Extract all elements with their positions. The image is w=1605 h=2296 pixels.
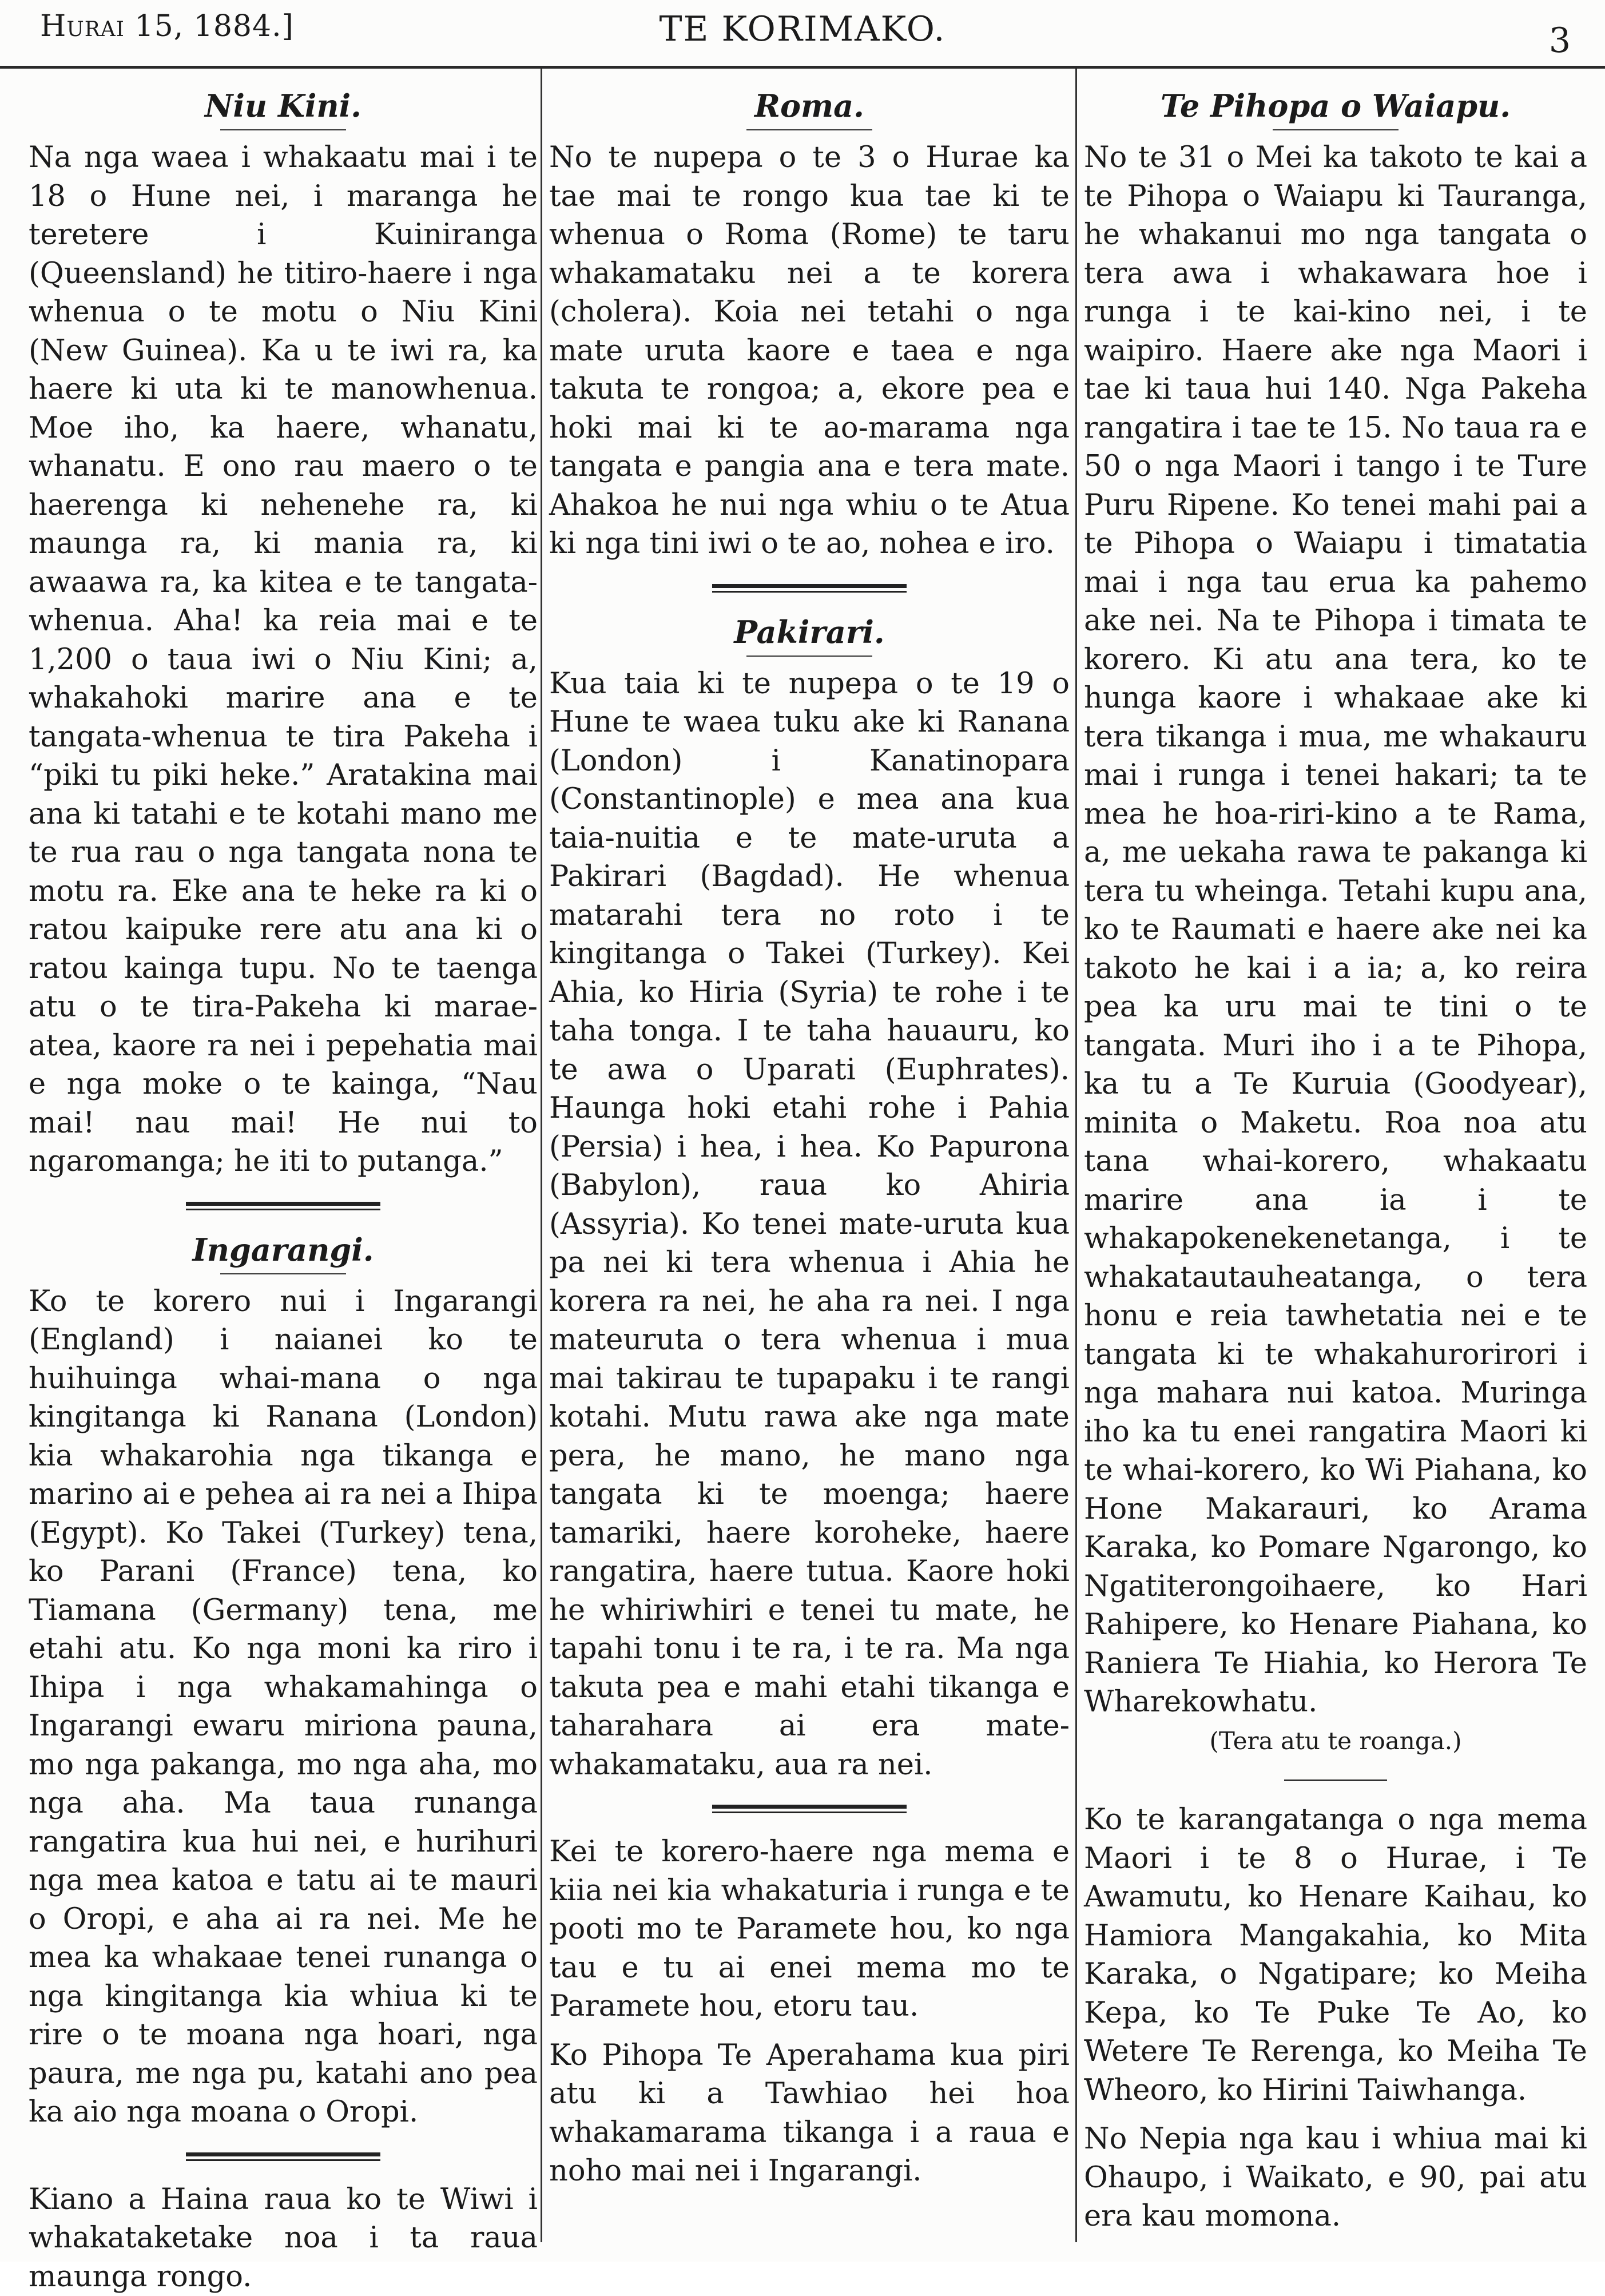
article-body: Ko te karangatanga o nga mema Maori i te 8 o Hurae, i Te Awamutu, ko Henare Kaihau, ko Hamiora Mangakahia, ko Mita Karaka, o Ngatipare; ko Meiha Kepa, ko Te Puke Te Ao, ko Wetere Te Rerenga, ko Meiha Te Wheoro, ko Hirini Taiwhanga.: [1084, 1801, 1587, 2110]
heading-underline: [220, 1273, 346, 1274]
section-separator: [712, 1805, 907, 1813]
article-heading: Ingarangi.: [29, 1230, 538, 1270]
column-3: [1084, 86, 1587, 2248]
column-1: [29, 86, 538, 2248]
article-body: No te nupepa o te 3 o Hurae ka tae mai te rongo kua tae ki te whenua o Roma (Rome) te taru whakamataku nei a te korera (cholera). Koia nei tetahi o nga mate uruta kaore e taea e nga takuta te rongoa; a, ekore pea e hoki mai ki te ao-marama nga tangata e pangia ana e tera mate. Ahakoa he nui nga whiu o te Atua ki nga tini iwi o te ao, nohea e iro.: [549, 138, 1070, 563]
column-2: [549, 86, 1070, 2248]
section-separator: [1284, 1779, 1387, 1781]
article-heading: Pakirari.: [549, 612, 1070, 652]
section-separator: [186, 2152, 380, 2161]
section-separator: [712, 584, 907, 593]
article-body: No te 31 o Mei ka takoto te kai a te Pihopa o Waiapu ki Tauranga, he whakanui mo nga tangata o tera awa i whakawara hoe i runga i te kai-kino nei, i te waipiro. Haere ake nga Maori i tae ki taua hui 140. Nga Pakeha rangatira i tae te 15. No taua ra e 50 o nga Maori i tango i te Ture Puru Ripene. Ko tenei mahi pai a te Pihopa o Waiapu i timatatia mai i nga tau erua ka pahemo ake nei. Na te Pihopa i timata te korero. Ki atu ana tera, ko te hunga kaore i whakaae ake ki tera tikanga i mua, me whakauru mai i runga i tenei hakari; ta te mea he hoa-riri-kino a te Rama, a, me uekaha rawa te pakanga ki tera tu wheinga. Tetahi kupu ana, ko te Raumati e haere ake nei ka takoto he kai i a ia; a, ko reira pea ka uru mai te tini o te tangata. Muri iho i a te Pihopa, ka tu a Te Kuruia (Goodyear), minita o Maketu. Roa noa atu tana whai-korero, whakaatu marire ana ia i te whakapokenekenetanga, i te whakatautauheatanga, o tera honu e reia tawhetatia nei e te tangata ki te whakahurorirori i nga mahara nui katoa. Muringa iho ka tu enei rangatira Maori ki te whai-korero, ko Wi Piahana, ko Hone Makarauri, ko Arama Karaka, ko Pomare Ngarongo, ko Ngatiterongoihaere, ko Hari Rahipere, ko Henare Piahana, ko Raniera Te Hiahia, ko Herora Te Wharekowhatu.: [1084, 138, 1587, 1722]
heading-underline: [1273, 129, 1399, 130]
article-heading: Roma.: [549, 86, 1070, 126]
article-body: Ko Pihopa Te Aperahama kua piri atu ki a Tawhiao hei hoa whakamarama tikanga i a raua e noho mai nei i Ingarangi.: [549, 2036, 1070, 2191]
column-divider: [1075, 69, 1077, 2242]
article-heading: Niu Kini.: [29, 86, 538, 126]
article-body: Na nga waea i whakaatu mai i te 18 o Hune nei, i maranga he teretere i Kuiniranga (Queensland) he titiro-haere i nga whenua o te motu o Niu Kini (New Guinea). Ka u te iwi ra, ka haere ki uta ki te manowhenua. Moe iho, ka haere, whanatu, whanatu. E ono rau maero o te haerenga ki nehenehe ra, ki maunga ra, ki mania ra, ki awaawa ra, ka kitea e te tangata-whenua. Aha! ka reia mai e te 1,200 o taua iwi o Niu Kini; a, whakahoki marire ana e te tangata-whenua te tira Pakeha i “piki tu piki heke.” Aratakina mai ana ki tatahi e te kotahi mano me te rua rau o nga tangata nona te motu ra. Eke ana te heke ra ki o ratou kaipuke rere atu ana ki o ratou kainga tupu. No te taenga atu o te tira-Pakeha ki marae-atea, kaore ra nei i pepehatia mai e nga moke o te kainga, “Nau mai! nau mai! He nui to ngaromanga; he iti to putanga.”: [29, 138, 538, 1181]
article-body: Kua taia ki te nupepa o te 19 o Hune te waea tuku ake ki Ranana (London) i Kanatinopara (Constantinople) e mea ana kua taia-nuitia e te mate-uruta a Pakirari (Bagdad). He whenua matarahi tera no roto i te kingitanga o Takei (Turkey). Kei Ahia, ko Hiria (Syria) te rohe i te taha tonga. I te taha hauauru, ko te awa o Uparati (Euphrates). Haunga hoki etahi rohe i Pahia (Persia) i hea, i hea. Ko Papurona (Babylon), raua ko Ahiria (Assyria). Ko tenei mate-uruta kua pa nei ki tera whenua i Ahia he korera ra nei, he aha ra nei. I nga mateuruta o tera whenua i mua mai takirau te tupapaku i te rangi kotahi. Mutu rawa ake nga mate pera, he mano, he mano nga tangata ki te moenga; haere tamariki, haere koroheke, haere rangatira, haere tutua. Kaore hoki he whiriwhiri e tenei tu mate, he tapahi tonu i te ra, i te ra. Ma nga takuta pea e mahi etahi tikanga e taharahara ai era mate-whakamataku, aua ra nei.: [549, 665, 1070, 1785]
article-heading: Te Pihopa o Waiapu.: [1084, 86, 1587, 126]
column-divider: [541, 69, 542, 2242]
page-number: 3: [1549, 21, 1571, 61]
heading-underline: [746, 129, 872, 130]
masthead: [0, 0, 1605, 69]
heading-underline: [746, 656, 872, 657]
continued-note: (Tera atu te roanga.): [1084, 1722, 1587, 1761]
article-body: Kiano a Haina raua ko te Wiwi i whakataketake noa i ta raua maunga rongo.: [29, 2180, 538, 2296]
issue-date: Hurai 15, 1884.]: [40, 9, 294, 43]
article-body: Kei te korero-haere nga mema e kiia nei kia whakaturia i runga e te pooti mo te Paramete hou, ko nga tau e tu ai enei mema mo te Paramete hou, etoru tau.: [549, 1833, 1070, 2026]
article-body: No Nepia nga kau i whiua mai ki Ohaupo, i Waikato, e 90, pai atu era kau momona.: [1084, 2120, 1587, 2236]
article-body: Ko te korero nui i Ingarangi (England) i naianei ko te huihuinga whai-mana o nga kingitanga ki Ranana (London) kia whakarohia nga tikanga e marino ai e pehea ai ra nei a Ihipa (Egypt). Ko Takei (Turkey) tena, ko Parani (France) tena, ko Tiamana (Germany) tena, me etahi atu. Ko nga moni ka riro i Ihipa i nga whakamahinga o Ingarangi ewaru miriona pauna, mo nga pakanga, mo nga aha, mo nga aha. Ma taua runanga rangatira kua hui nei, e hurihuri nga mea katoa e tatu ai te mauri o Oropi, e aha ai ra nei. Me he mea ka whakaae tenei runanga o nga kingitanga kia whiua ki te rire o te moana nga hoari, nga paura, me nga pu, katahi ano pea ka aio nga moana o Oropi.: [29, 1282, 538, 2132]
newspaper-title: TE KORIMAKO.: [0, 9, 1605, 49]
section-separator: [186, 1202, 380, 1210]
heading-underline: [220, 129, 346, 130]
